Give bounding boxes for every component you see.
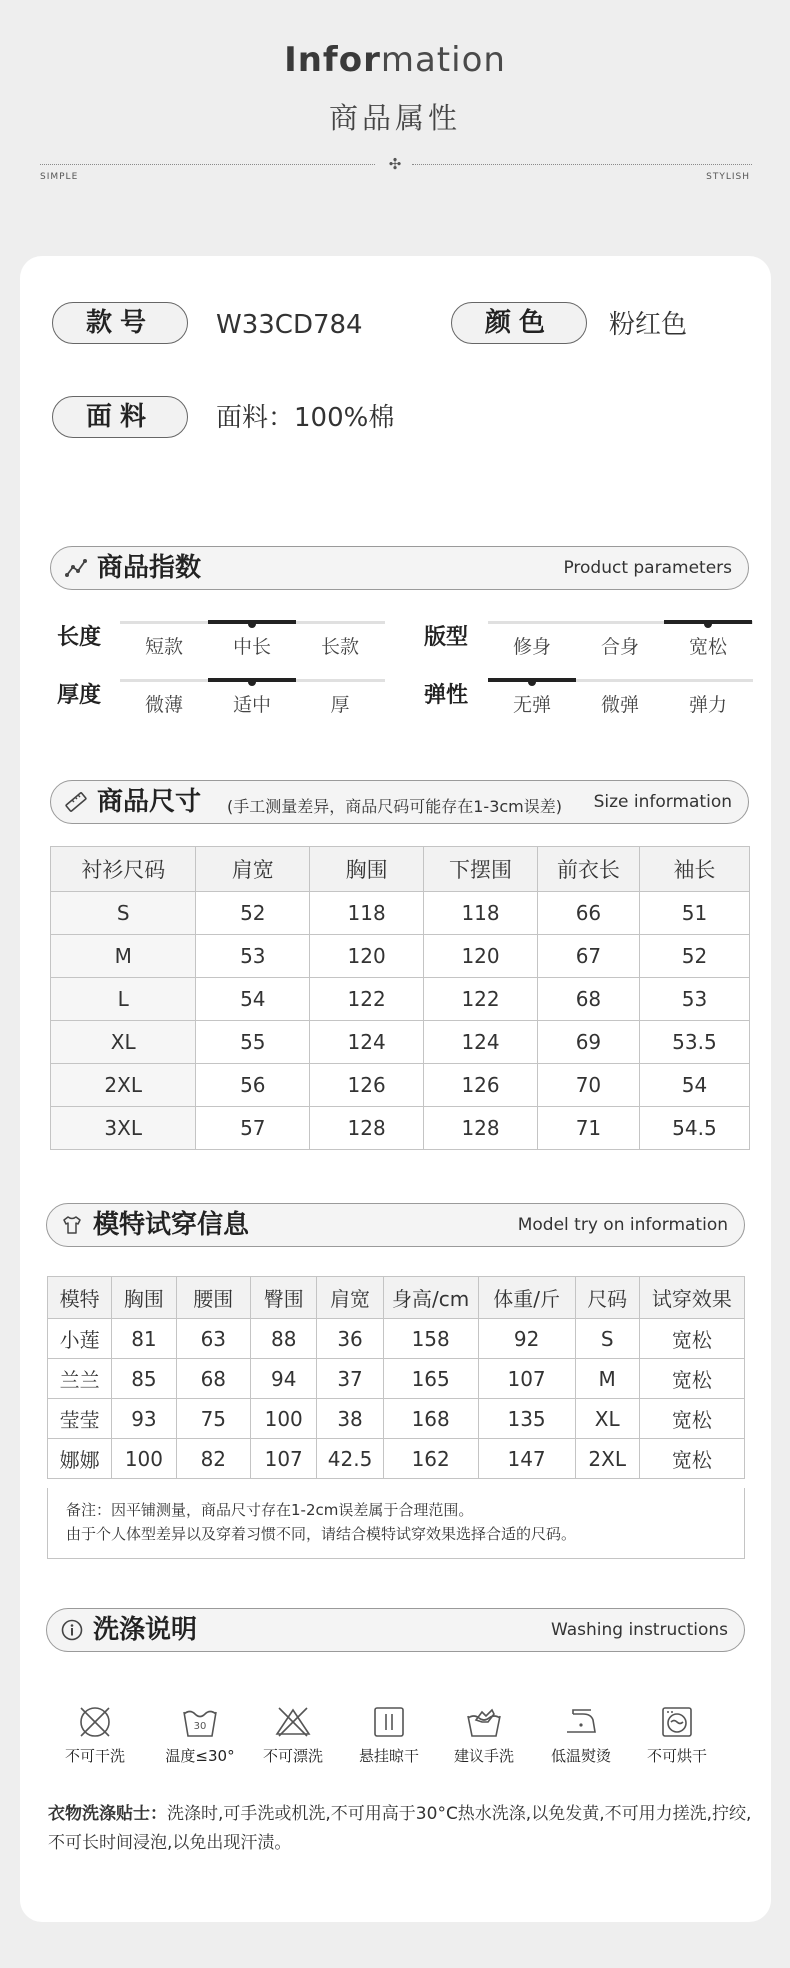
param-option: 厚: [330, 694, 350, 716]
size-cell: 126: [310, 1064, 424, 1107]
wash-section-header: [46, 1608, 745, 1652]
table-row: [48, 1319, 745, 1359]
style-no-value: W33CD784: [216, 310, 363, 340]
size-cell: L: [51, 978, 196, 1021]
header-divider-left: [40, 164, 375, 165]
model-cell: 94: [251, 1359, 317, 1399]
size-header-cell: 胸围: [310, 847, 424, 892]
header-divider-right: [412, 164, 752, 165]
size-header-cell: 前衣长: [537, 847, 639, 892]
size-note: (手工测量差异，商品尺码可能存在1-3cm误差): [227, 797, 563, 816]
model-cell: 168: [383, 1399, 478, 1439]
fabric-label: 面料: [52, 396, 188, 438]
params-section-header: [50, 546, 749, 590]
model-cell: 2XL: [575, 1439, 639, 1479]
trend-line-icon: [65, 557, 87, 579]
table-row: [51, 978, 750, 1021]
param-option: 微弹: [600, 694, 639, 716]
param-selected-dot: [528, 678, 536, 686]
page-title: [0, 40, 790, 80]
page-subtitle: 商品属性: [328, 101, 461, 135]
size-cell: 67: [537, 935, 639, 978]
table-row: [51, 892, 750, 935]
model-header-cell: 胸围: [112, 1277, 176, 1319]
size-header-cell: 袖长: [639, 847, 749, 892]
param-option: 合身: [600, 636, 639, 658]
size-cell: M: [51, 935, 196, 978]
table-row: [48, 1359, 745, 1399]
model-section-header: [46, 1203, 745, 1247]
wash-title-en: Washing instructions: [550, 1620, 728, 1640]
model-cell: 92: [478, 1319, 575, 1359]
size-header-cell: 衬衫尺码: [51, 847, 196, 892]
model-cell: 158: [383, 1319, 478, 1359]
style-no-label: 款号: [52, 302, 188, 344]
params-title: 商品指数: [97, 553, 202, 583]
size-cell: 118: [424, 892, 538, 935]
model-cell: 68: [176, 1359, 250, 1399]
model-cell: 38: [317, 1399, 383, 1439]
color-value: 粉红色: [609, 310, 688, 340]
param-option: 无弹: [512, 694, 551, 716]
model-cell: 93: [112, 1399, 176, 1439]
size-cell: 120: [310, 935, 424, 978]
model-cell: 37: [317, 1359, 383, 1399]
size-table-header-row: [51, 847, 750, 892]
param-label: 版型: [424, 625, 469, 650]
model-header-cell: 试穿效果: [639, 1277, 744, 1319]
param-selected-dot: [248, 620, 256, 628]
header-right-tag: STYLISH: [706, 172, 750, 182]
param-option: 适中: [232, 694, 271, 716]
svg-text:30: 30: [193, 1721, 207, 1732]
size-section-header: [50, 780, 749, 824]
model-cell: 42.5: [317, 1439, 383, 1479]
fabric-value: 面料：100%棉: [216, 403, 395, 433]
size-cell: 54: [639, 1064, 749, 1107]
model-cell: 莹莹: [48, 1399, 112, 1439]
size-cell: 69: [537, 1021, 639, 1064]
model-header-cell: 体重/斤: [478, 1277, 575, 1319]
model-cell: 36: [317, 1319, 383, 1359]
param-option: 微薄: [144, 694, 183, 716]
param-option: 弹力: [688, 694, 727, 716]
model-cell: 162: [383, 1439, 478, 1479]
model-cell: 165: [383, 1359, 478, 1399]
model-header-cell: 腰围: [176, 1277, 250, 1319]
wash-30-icon: [180, 1702, 220, 1742]
table-row: [51, 1107, 750, 1150]
no-dry-clean-icon: [75, 1702, 115, 1742]
size-cell: 120: [424, 935, 538, 978]
remark-line-2: 由于个人体型差异以及穿着习惯不同，请结合模特试穿效果选择合适的尺码。: [66, 1525, 577, 1543]
size-cell: 52: [196, 892, 310, 935]
param-option: 修身: [512, 636, 551, 658]
size-cell: 126: [424, 1064, 538, 1107]
wash-label: 不可漂洗: [262, 1747, 323, 1765]
model-cell: 82: [176, 1439, 250, 1479]
size-cell: 55: [196, 1021, 310, 1064]
model-cell: 宽松: [639, 1319, 744, 1359]
wash-label: 不可干洗: [64, 1747, 125, 1765]
color-label: 颜色: [451, 302, 587, 344]
model-cell: 宽松: [639, 1399, 744, 1439]
param-label: 长度: [57, 625, 102, 650]
model-cell: 135: [478, 1399, 575, 1439]
size-cell: 128: [310, 1107, 424, 1150]
size-cell: 54.5: [639, 1107, 749, 1150]
model-cell: 100: [112, 1439, 176, 1479]
wash-label: 不可烘干: [646, 1747, 707, 1765]
model-cell: 宽松: [639, 1359, 744, 1399]
size-cell: 122: [424, 978, 538, 1021]
wash-tips-text: 洗涤时,可手洗或机洗,不可用高于30°C热水洗涤,以免发黄,不可用力搓洗,拧绞,不可长时间浸泡,以免出现汗渍。: [48, 1804, 752, 1853]
param-option: 中长: [232, 636, 271, 658]
model-cell: 娜娜: [48, 1439, 112, 1479]
model-cell: 宽松: [639, 1439, 744, 1479]
model-cell: 兰兰: [48, 1359, 112, 1399]
table-row: [51, 1021, 750, 1064]
model-cell: 147: [478, 1439, 575, 1479]
param-label: 厚度: [57, 683, 102, 708]
param-selected-dot: [248, 678, 256, 686]
table-row: [48, 1399, 745, 1439]
model-title: 模特试穿信息: [93, 1210, 250, 1240]
size-cell: 66: [537, 892, 639, 935]
model-cell: 75: [176, 1399, 250, 1439]
wash-tips-label: 衣物洗涤贴士：: [48, 1804, 167, 1824]
size-cell: 71: [537, 1107, 639, 1150]
header-left-tag: SIMPLE: [40, 172, 79, 182]
size-title: 商品尺寸: [97, 787, 202, 817]
wash-label: 温度≤30°: [165, 1747, 235, 1765]
size-cell: 122: [310, 978, 424, 1021]
remark-line-1: 备注：因平铺测量，商品尺寸存在1-2cm误差属于合理范围。: [66, 1501, 474, 1519]
size-cell: 57: [196, 1107, 310, 1150]
model-cell: 小莲: [48, 1319, 112, 1359]
no-tumble-dry-icon: [657, 1702, 697, 1742]
size-cell: 118: [310, 892, 424, 935]
size-cell: 56: [196, 1064, 310, 1107]
size-header-cell: 肩宽: [196, 847, 310, 892]
model-cell: 107: [251, 1439, 317, 1479]
size-cell: 52: [639, 935, 749, 978]
model-remark: [47, 1488, 745, 1559]
size-cell: 53.5: [639, 1021, 749, 1064]
param-label: 弹性: [424, 683, 469, 708]
ruler-icon: [65, 791, 87, 813]
hang-dry-icon: [369, 1702, 409, 1742]
size-header-cell: 下摆围: [424, 847, 538, 892]
divider-mark-icon: ✣: [388, 155, 402, 173]
size-cell: 68: [537, 978, 639, 1021]
model-cell: 100: [251, 1399, 317, 1439]
wash-label: 低温熨烫: [550, 1747, 611, 1765]
wash-label: 悬挂晾干: [358, 1747, 419, 1765]
param-option: 短款: [144, 636, 183, 658]
size-cell: 2XL: [51, 1064, 196, 1107]
model-cell: 63: [176, 1319, 250, 1359]
param-option: 宽松: [688, 636, 727, 658]
model-header-cell: 臀围: [251, 1277, 317, 1319]
shirt-icon: [61, 1214, 83, 1236]
model-header-cell: 肩宽: [317, 1277, 383, 1319]
size-cell: 3XL: [51, 1107, 196, 1150]
model-header-cell: 身高/cm: [383, 1277, 478, 1319]
table-row: [51, 935, 750, 978]
size-cell: XL: [51, 1021, 196, 1064]
wash-label: 建议手洗: [453, 1747, 514, 1765]
model-table-header-row: [48, 1277, 745, 1319]
model-cell: XL: [575, 1399, 639, 1439]
size-cell: 51: [639, 892, 749, 935]
model-cell: M: [575, 1359, 639, 1399]
info-icon: [61, 1619, 83, 1641]
model-cell: 85: [112, 1359, 176, 1399]
wash-tips: [48, 1800, 760, 1858]
size-cell: S: [51, 892, 196, 935]
param-selected-dot: [704, 620, 712, 628]
size-cell: 128: [424, 1107, 538, 1150]
no-bleach-icon: [273, 1702, 313, 1742]
model-cell: 88: [251, 1319, 317, 1359]
model-title-en: Model try on information: [517, 1215, 728, 1235]
size-title-en: Size information: [593, 792, 732, 812]
params-title-en: Product parameters: [563, 558, 732, 578]
size-cell: 54: [196, 978, 310, 1021]
model-cell: 107: [478, 1359, 575, 1399]
hand-wash-icon: [464, 1702, 504, 1742]
size-cell: 124: [310, 1021, 424, 1064]
param-option: 长款: [320, 636, 359, 658]
low-iron-icon: [561, 1702, 601, 1742]
wash-title: 洗涤说明: [93, 1615, 198, 1645]
size-cell: 53: [639, 978, 749, 1021]
model-cell: 81: [112, 1319, 176, 1359]
size-cell: 124: [424, 1021, 538, 1064]
size-cell: 53: [196, 935, 310, 978]
model-table: [47, 1276, 745, 1479]
size-cell: 70: [537, 1064, 639, 1107]
size-table: [50, 846, 750, 1150]
title-light-part: mation: [380, 40, 506, 80]
model-header-cell: 模特: [48, 1277, 112, 1319]
table-row: [48, 1439, 745, 1479]
title-bold-part: Infor: [284, 40, 381, 80]
table-row: [51, 1064, 750, 1107]
model-header-cell: 尺码: [575, 1277, 639, 1319]
model-cell: S: [575, 1319, 639, 1359]
